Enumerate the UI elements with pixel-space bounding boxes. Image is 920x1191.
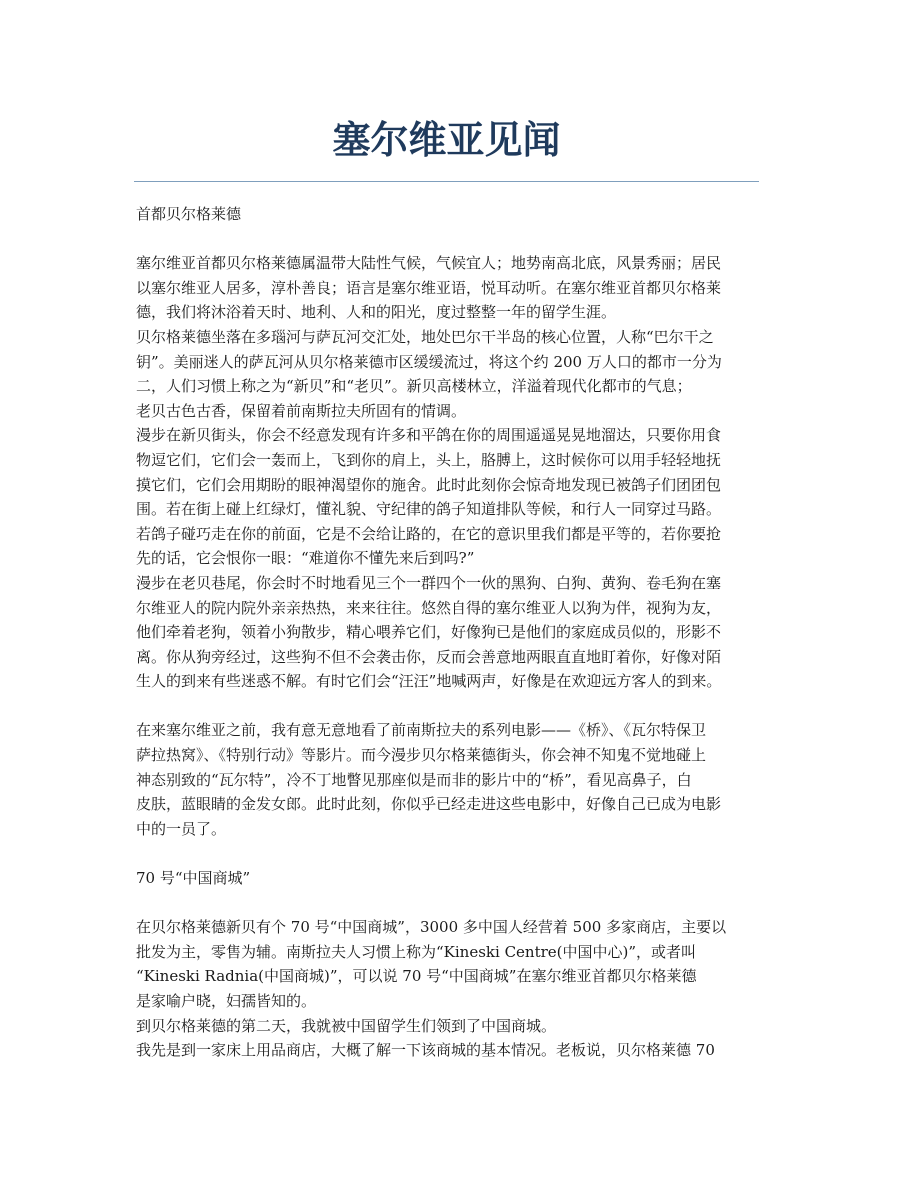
text-line: 在贝尔格莱德新贝有个 70 号“中国商城”，3000 多中国人经营着 500 多家商店，主要以 <box>136 918 727 937</box>
paragraph-gap <box>136 841 796 866</box>
title-divider <box>134 181 759 182</box>
text-line: 二，人们习惯上称之为“新贝”和“老贝”。新贝高楼林立，洋溢着现代化都市的气息； <box>136 377 692 396</box>
text-line: 是家喻户晓，妇孺皆知的。 <box>136 992 317 1010</box>
text-line: 中的一员了。 <box>136 819 227 838</box>
text-line: 萨拉热窝》、《特别行动》等影片。而今漫步贝尔格莱德街头，你会神不知鬼不觉地碰上 <box>136 746 707 765</box>
text-line: 贝尔格莱德坐落在多瑙河与萨瓦河交汇处，地处巴尔干半岛的核心位置，人称“巴尔干之 <box>136 327 714 346</box>
text-line: 在来塞尔维亚之前，我有意无意地看了前南斯拉夫的系列电影——《桥》、《瓦尔特保卫 <box>136 721 707 740</box>
text-line: 首都贝尔格莱德 <box>136 205 242 223</box>
text-line: 围。若在街上碰上红绿灯，懂礼貌、守纪律的鸽子知道排队等候，和行人一同穿过马路。 <box>136 500 722 519</box>
text-line: 德，我们将沐浴着天时、地利、人和的阳光，度过整整一年的留学生涯。 <box>136 303 617 322</box>
text-line: 以塞尔维亚人居多，淳朴善良；语言是塞尔维亚语，悦耳动听。在塞尔维亚首都贝尔格莱 <box>136 278 722 297</box>
text-line: 漫步在老贝巷尾，你会时不时地看见三个一群四个一伙的黑狗、白狗、黄狗、卷毛狗在塞 <box>136 573 722 592</box>
text-line: 老贝古色古香，保留着前南斯拉夫所固有的情调。 <box>136 401 467 420</box>
text-line: 先的话，它会恨你一眼：“难道你不懂先来后到吗?” <box>136 549 475 568</box>
text-line: 尔维亚人的院内院外亲亲热热，来来往往。悠然自得的塞尔维亚人以狗为伴，视狗为友， <box>136 598 722 617</box>
text-line: 70 号“中国商城” <box>136 869 251 888</box>
text-line: 生人的到来有些迷惑不解。有时它们会“汪汪”地喊两声，好像是在欢迎远方客人的到来。 <box>136 672 722 691</box>
text-line: 物逗它们，它们会一轰而上，飞到你的肩上，头上，胳膊上，这时候你可以用手轻轻地抚 <box>136 450 722 469</box>
document-body <box>136 202 796 1063</box>
text-line: 漫步在新贝街头，你会不经意发现有许多和平鸽在你的周围遥遥晃晃地溜达，只要你用食 <box>136 426 722 445</box>
text-line: “Kineski Radnia(中国商城)”，可以说 70 号“中国商城”在塞尔维亚首都贝尔格莱德 <box>136 967 697 986</box>
text-line: 离。你从狗旁经过，这些狗不但不会袭击你，反而会善意地两眼直直地盯着你，好像对陌 <box>136 647 722 666</box>
text-line: 他们牵着老狗，领着小狗散步，精心喂养它们，好像狗已是他们的家庭成员似的，形影不 <box>136 623 722 642</box>
text-line: 摸它们，它们会用期盼的眼神渴望你的施舍。此时此刻你会惊奇地发现已被鸽子们团团包 <box>136 475 722 494</box>
text-line: 皮肤，蓝眼睛的金发女郎。此时此刻，你似乎已经走进这些电影中，好像自己已成为电影 <box>136 795 722 814</box>
text-line: 神态别致的“瓦尔特”，冷不丁地瞥见那座似是而非的影片中的“桥”，看见高鼻子，白 <box>136 770 692 789</box>
text-line: 批发为主，零售为辅。南斯拉夫人习惯上称为“Kineski Centre(中国中心)”，或者叫 <box>136 942 697 961</box>
paragraph-gap <box>136 694 796 719</box>
document-title: 塞尔维亚见闻 <box>332 118 561 162</box>
text-line: 我先是到一家床上用品商店，大概了解一下该商城的基本情况。老板说，贝尔格莱德 70 <box>136 1041 715 1060</box>
text-line: 钥”。美丽迷人的萨瓦河从贝尔格莱德市区缓缓流过，将这个约 200 万人口的都市一分为 <box>136 352 722 371</box>
paragraph-gap <box>136 891 796 916</box>
text-line: 到贝尔格莱德的第二天，我就被中国留学生们领到了中国商城。 <box>136 1016 557 1035</box>
text-line: 塞尔维亚首都贝尔格莱德属温带大陆性气候，气候宜人；地势南高北底，风景秀丽；居民 <box>136 254 722 273</box>
paragraph-gap <box>136 227 796 252</box>
text-line: 若鸽子碰巧走在你的前面，它是不会给让路的，在它的意识里我们都是平等的，若你要抢 <box>136 524 722 543</box>
